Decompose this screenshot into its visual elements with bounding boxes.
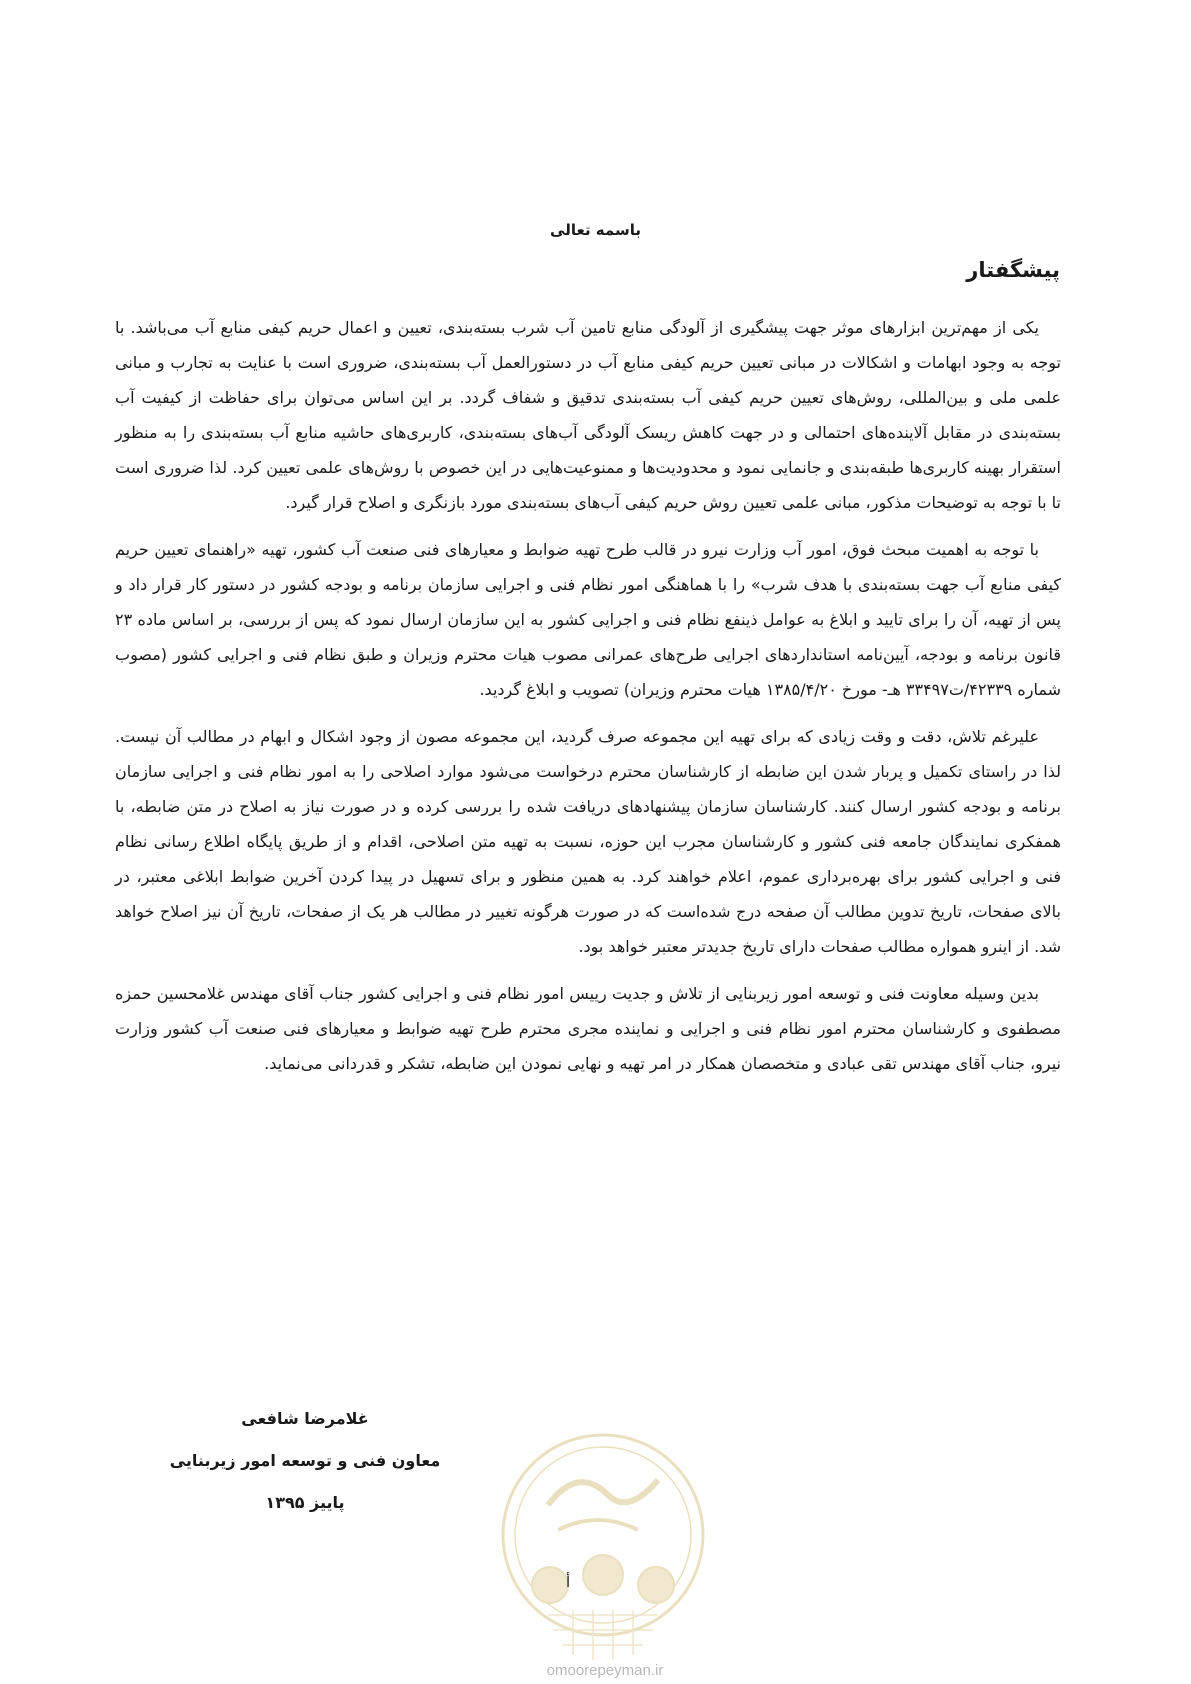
signature-date: پاییز ۱۳۹۵ bbox=[265, 1493, 345, 1512]
paragraph-2: با توجه به اهمیت مبحث فوق، امور آب وزارت نیرو در قالب طرح تهیه ضوابط و معیارهای فنی صنعت آب کشور، تهیه «راهنمای تعیین حریم کیفی منابع آب جهت بسته‌بندی با هدف شرب» را با هماهنگی امور نظام فنی و اجرایی سازمان برنامه و بودجه کشور در دستور کار قرار داد و پس از تهیه، آن را برای تایید و ابلاغ به عوامل ذینفع نظام فنی و اجرایی کشور به این سازمان ارسال نمود که پس از بررسی، بر اساس ماده ۲۳ قانون برنامه و بودجه، آیین‌نامه استانداردهای اجرایی طرح‌های عمرانی مصوب هیات محترم وزیران و طبق نظام فنی و اجرایی کشور (مصوب شماره ۴۲۳۳۹/ت۳۳۴۹۷ هـ- مورخ ۱۳۸۵/۴/۲۰ هیات محترم وزیران) تصویب و ابلاغ گردید. bbox=[115, 540, 1061, 699]
invocation-text: باسمه تعالی bbox=[550, 221, 641, 239]
page-heading: پیشگفتار bbox=[966, 258, 1060, 282]
signatory-name: غلامرضا شافعی bbox=[241, 1409, 369, 1428]
paragraph-1: یکی از مهم‌ترین ابزارهای موثر جهت پیشگیری از آلودگی منابع تامین آب شرب بسته‌بندی، تعیین و اعمال حریم کیفی منابع آب می‌باشد. با توجه به وجود ابهامات و اشکالات در مبانی تعیین حریم کیفی منابع آب در دستورالعمل آب بسته‌بندی، ضروری است با عنایت به تجارب و مبانی علمی ملی و بین‌المللی، روش‌های تعیین حریم کیفی آب بسته‌بندی تدقیق و شفاف گردد. بر این اساس می‌توان برای حفاظت از کیفیت آب بسته‌بندی در مقابل آلاینده‌های احتمالی و در جهت کاهش ریسک آلودگی آب‌های بسته‌بندی، کاربری‌های حاشیه منابع آب بسته‌بندی را به منظور استقرار بهینه کاربری‌ها طبقه‌بندی و جانمایی نمود و محدودیت‌ها و ممنوعیت‌هایی در این خصوص با روش‌های علمی تعیین کرد. لذا ضروری است تا با توجه به توضیحات مذکور، مبانی علمی تعیین روش حریم کیفی آب‌های بسته‌بندی مورد بازنگری و اصلاح قرار گیرد. bbox=[115, 318, 1061, 512]
paragraph-4: بدین وسیله معاونت فنی و توسعه امور زیربنایی از تلاش و جدیت رییس امور نظام فنی و اجرایی کشور جناب آقای مهندس غلامحسین حمزه مصطفوی و کارشناسان محترم امور نظام فنی و اجرایی و نماینده مجری محترم طرح تهیه ضوابط و معیارهای فنی صنعت آب کشور وزارت نیرو، جناب آقای مهندس تقی عبادی و متخصصان همکار در امر تهیه و نهایی نمودن این ضابطه، تشکر و قدردانی می‌نماید. bbox=[115, 984, 1061, 1073]
signature-block bbox=[140, 1398, 470, 1524]
signatory-title: معاون فنی و توسعه امور زیربنایی bbox=[169, 1451, 441, 1470]
page-number: أ bbox=[566, 1573, 571, 1591]
watermark-logo-icon bbox=[478, 1425, 728, 1675]
paragraph-3: علیرغم تلاش، دقت و وقت زیادی که برای تهیه این مجموعه صرف گردید، این مجموعه مصون از وجود اشکال و ابهام در مطالب آن نیست. لذا در راستای تکمیل و پربار شدن این ضابطه از کارشناسان محترم درخواست می‌شود موارد اصلاحی را به امور نظام فنی و اجرایی سازمان برنامه و بودجه کشور ارسال کنند. کارشناسان سازمان پیشنهادهای دریافت شده را بررسی کرده و در صورت نیاز به اصلاح در متن ضابطه، با همفکری نمایندگان جامعه فنی کشور و کارشناسان مجرب این حوزه، نسبت به تهیه متن اصلاحی، اقدام و از طریق پایگاه اطلاع رسانی نظام فنی و اجرایی کشور برای بهره‌برداری عموم، اعلام خواهند کرد. به همین منظور و برای تسهیل در پیدا کردن آخرین ضوابط ابلاغی معتبر، در بالای صفحات، تاریخ تدوین مطالب آن صفحه درج شده‌است که در صورت هرگونه تغییر در مطالب هر یک از صفحات، تاریخ آن نیز اصلاح خواهد شد. از اینرو همواره مطالب صفحات دارای تاریخ جدیدتر معتبر خواهد بود. bbox=[115, 727, 1061, 956]
body-text bbox=[115, 310, 1061, 1093]
watermark-url: omoorepeyman.ir bbox=[546, 1662, 664, 1679]
